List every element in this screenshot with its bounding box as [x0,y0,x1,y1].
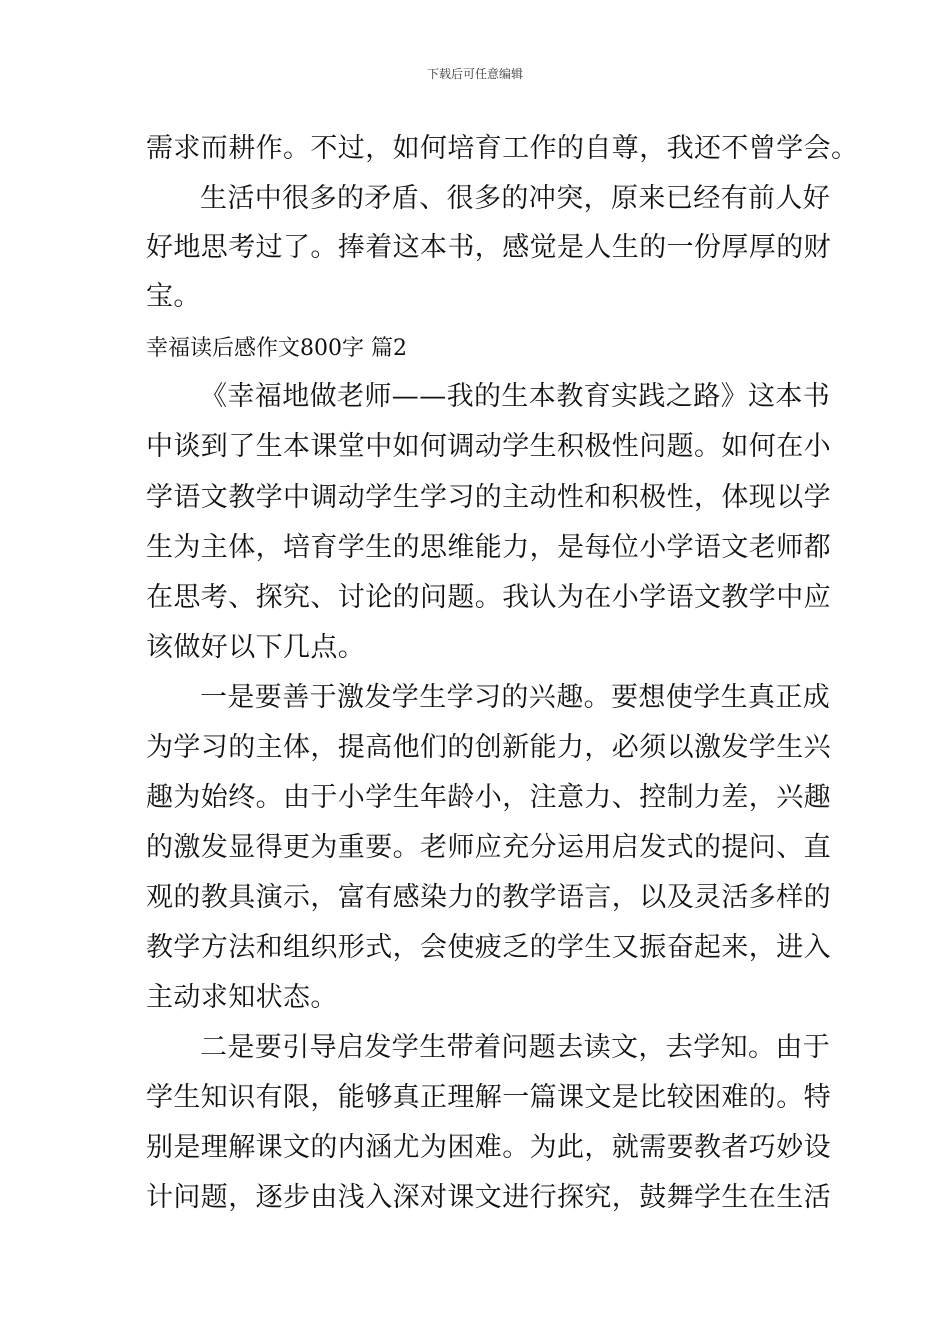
text-line: 在思考、探究、讨论的问题。我认为在小学语文教学中应 [146,582,831,613]
page-header: 下载后可任意编辑 [426,67,523,81]
text-line: 宝。 [146,281,201,312]
text-line: 教学方法和组织形式，会使疲乏的学生又振奋起来，进入 [146,932,831,963]
text-line: 别是理解课文的内涵尤为困难。为此，就需要教者巧妙设 [146,1132,831,1163]
text-line: 生活中很多的矛盾、很多的冲突，原来已经有前人好 [200,183,831,214]
text-line: 《幸福地做老师——我的生本教育实践之路》这本书 [200,381,831,412]
text-line: 中谈到了生本课堂中如何调动学生积极性问题。如何在小 [146,431,831,462]
text-line: 为学习的主体，提高他们的创新能力，必须以激发学生兴 [146,732,831,763]
text-line: 学生知识有限，能够真正理解一篇课文是比较困难的。特 [146,1082,831,1113]
section-heading: 幸福读后感作文800字 篇2 [146,336,407,361]
text-line: 好地思考过了。捧着这本书，感觉是人生的一份厚厚的财 [146,232,831,263]
text-line: 学语文教学中调动学生学习的主动性和积极性，体现以学 [146,482,831,513]
text-line: 计问题，逐步由浅入深对课文进行探究，鼓舞学生在生活 [146,1182,831,1213]
text-line: 该做好以下几点。 [146,632,366,663]
text-line: 主动求知状态。 [146,982,338,1013]
text-line: 二是要引导启发学生带着问题去读文，去学知。由于 [200,1032,831,1063]
text-line: 趣为始终。由于小学生年龄小，注意力、控制力差，兴趣 [146,782,831,813]
text-line: 的激发显得更为重要。老师应充分运用启发式的提问、直 [146,832,831,863]
text-line: 需求而耕作。不过，如何培育工作的自尊，我还不曾学会。 [146,133,859,164]
text-line: 生为主体，培育学生的思维能力，是每位小学语文老师都 [146,532,831,563]
text-line: 观的教具演示，富有感染力的教学语言，以及灵活多样的 [146,882,831,913]
text-line: 一是要善于激发学生学习的兴趣。要想使学生真正成 [200,682,831,713]
